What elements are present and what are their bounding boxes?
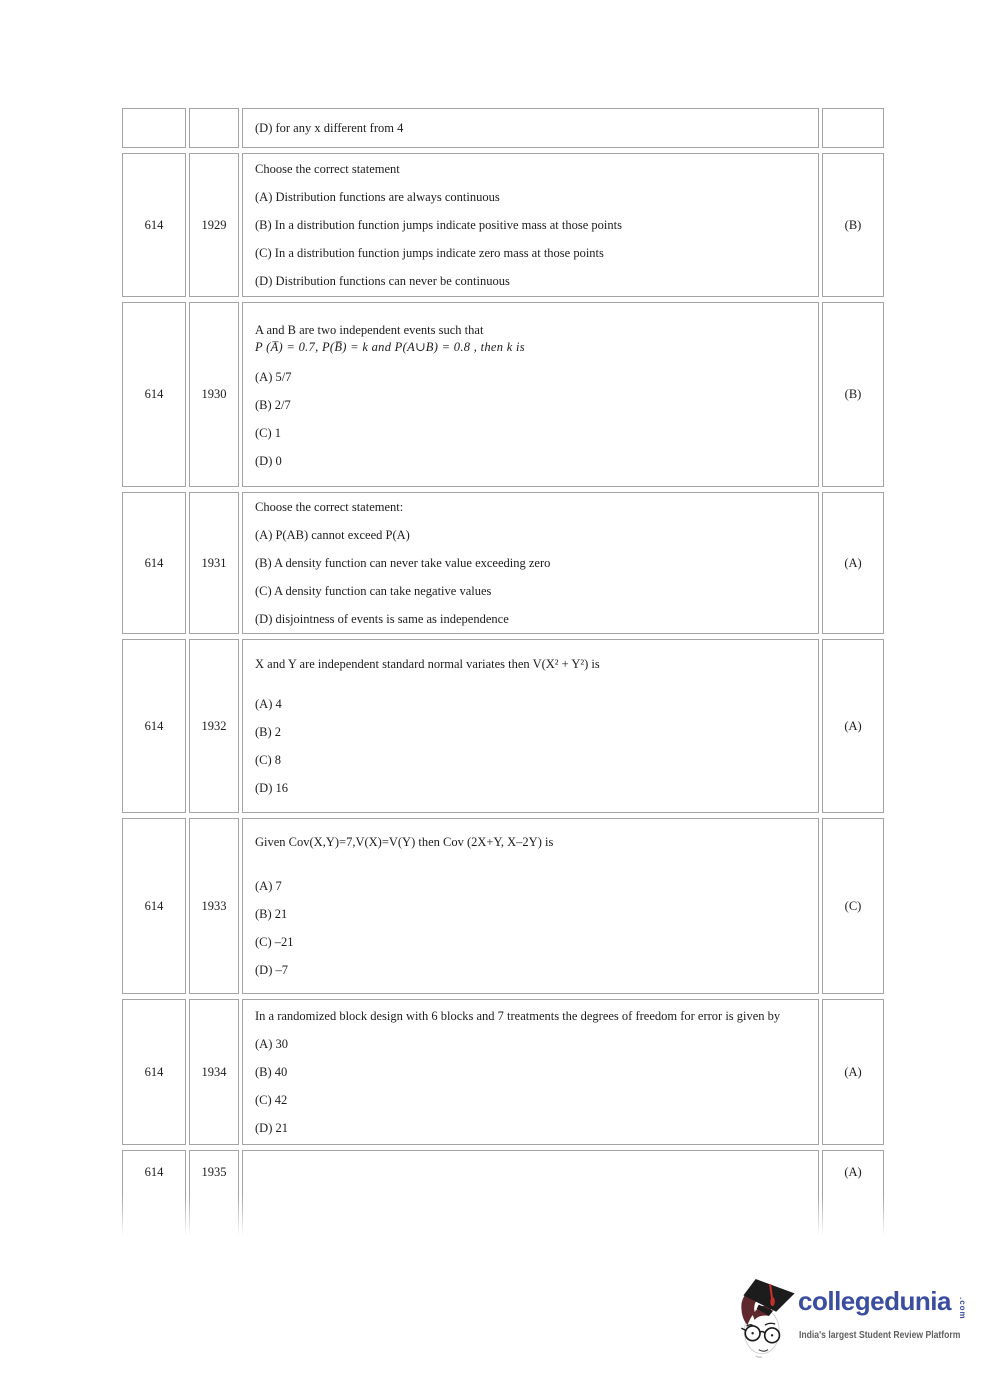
option-line: (B) 2 [255,724,282,739]
question-number-cell [189,108,239,148]
logo-tagline: India's largest Student Review Platform [799,1329,961,1341]
question-line: A and B are two independent events such that [255,322,484,337]
option-line: (D) 0 [255,453,282,468]
question-line: Given Cov(X,Y)=7,V(X)=V(Y) then Cov (2X+Y, X–2Y) is [255,834,554,849]
option-line: (A) 5/7 [255,369,292,384]
question-number-cell: 1935 [189,1150,239,1242]
option-line: (B) 2/7 [255,397,291,412]
table-row [122,818,884,994]
question-content [243,154,818,296]
table-row [122,639,884,813]
code-cell [122,108,186,148]
answer-cell: (A) [822,492,884,634]
table-row [122,302,884,487]
question-text [255,1010,806,1023]
answer-cell: (A) [822,639,884,813]
question-cell [242,153,819,297]
option-line: (A) P(AB) cannot exceed P(A) [255,527,410,542]
question-text [255,501,806,514]
question-line: (D) for any x different from 4 [255,120,404,135]
question-cell [242,639,819,813]
option-line: (C) A density function can take negative values [255,583,492,598]
option-line: (B) In a distribution function jumps indicate positive mass at those points [255,217,622,232]
answer-cell: (B) [822,302,884,487]
question-content [243,303,818,486]
option-line: (C) –21 [255,934,294,949]
option-line: (B) 21 [255,906,288,921]
code-cell: 614 [122,999,186,1145]
collegedunia-logo [738,1276,988,1371]
table-row [122,108,884,148]
code-cell: 614 [122,818,186,994]
question-cell [242,818,819,994]
option-line: (A) 30 [255,1036,288,1051]
question-line: P (A̅) = 0.7, P(B̅) = k and P(A∪B) = 0.8 , then k is [255,339,525,354]
code-cell: 614 [122,639,186,813]
option-line: (C) In a distribution function jumps indicate zero mass at those points [255,245,604,260]
questions-table [122,108,884,1247]
option-line: (B) A density function can never take value exceeding zero [255,555,551,570]
question-cell [242,108,819,148]
question-text [255,322,806,356]
question-number-cell: 1934 [189,999,239,1145]
option-line: (D) disjointness of events is same as independence [255,611,509,626]
question-text [255,163,806,176]
option-line: (C) 8 [255,752,282,767]
question-number-cell: 1929 [189,153,239,297]
table-row [122,492,884,634]
option-line: (A) 4 [255,696,282,711]
question-number-cell: 1932 [189,639,239,813]
code-cell: 614 [122,1150,186,1242]
question-line: X and Y are independent standard normal variates then V(X² + Y²) is [255,656,600,671]
code-cell: 614 [122,302,186,487]
question-text [255,658,806,671]
question-cell [242,302,819,487]
answer-cell: (A) [822,999,884,1145]
question-number-cell: 1931 [189,492,239,634]
answer-cell: (A) [822,1150,884,1242]
option-line: (A) 7 [255,878,282,893]
code-cell: 614 [122,153,186,297]
option-line: (A) Distribution functions are always continuous [255,189,500,204]
question-number-cell: 1933 [189,818,239,994]
question-line: Choose the correct statement [255,161,400,176]
question-content [243,640,818,812]
table-row [122,999,884,1145]
question-content [243,1000,818,1144]
answer-cell [822,108,884,148]
option-line: (C) 1 [255,425,282,440]
question-cell [242,999,819,1145]
question-text [255,122,806,135]
option-line: (D) 21 [255,1120,288,1135]
option-line: (D) –7 [255,962,288,977]
mascot-icon [738,1278,800,1364]
question-line: Choose the correct statement: [255,499,404,514]
question-content [243,819,818,993]
question-number-cell: 1930 [189,302,239,487]
table-row [122,153,884,297]
question-content [243,493,818,633]
question-cell [242,492,819,634]
option-line: (C) 42 [255,1092,288,1107]
answer-cell: (B) [822,153,884,297]
question-line: In a randomized block design with 6 blocks and 7 treatments the degrees of freedom for error is given by [255,1008,781,1023]
logo-brand-text: collegedunia [798,1286,951,1316]
answer-cell: (C) [822,818,884,994]
question-text [255,836,806,849]
code-cell: 614 [122,492,186,634]
option-line: (B) 40 [255,1064,288,1079]
page-cut-fade [118,1196,888,1246]
option-line: (D) Distribution functions can never be continuous [255,273,510,288]
option-line: (D) 16 [255,780,288,795]
logo-tld-text: .com [958,1297,967,1320]
question-content [243,109,818,147]
